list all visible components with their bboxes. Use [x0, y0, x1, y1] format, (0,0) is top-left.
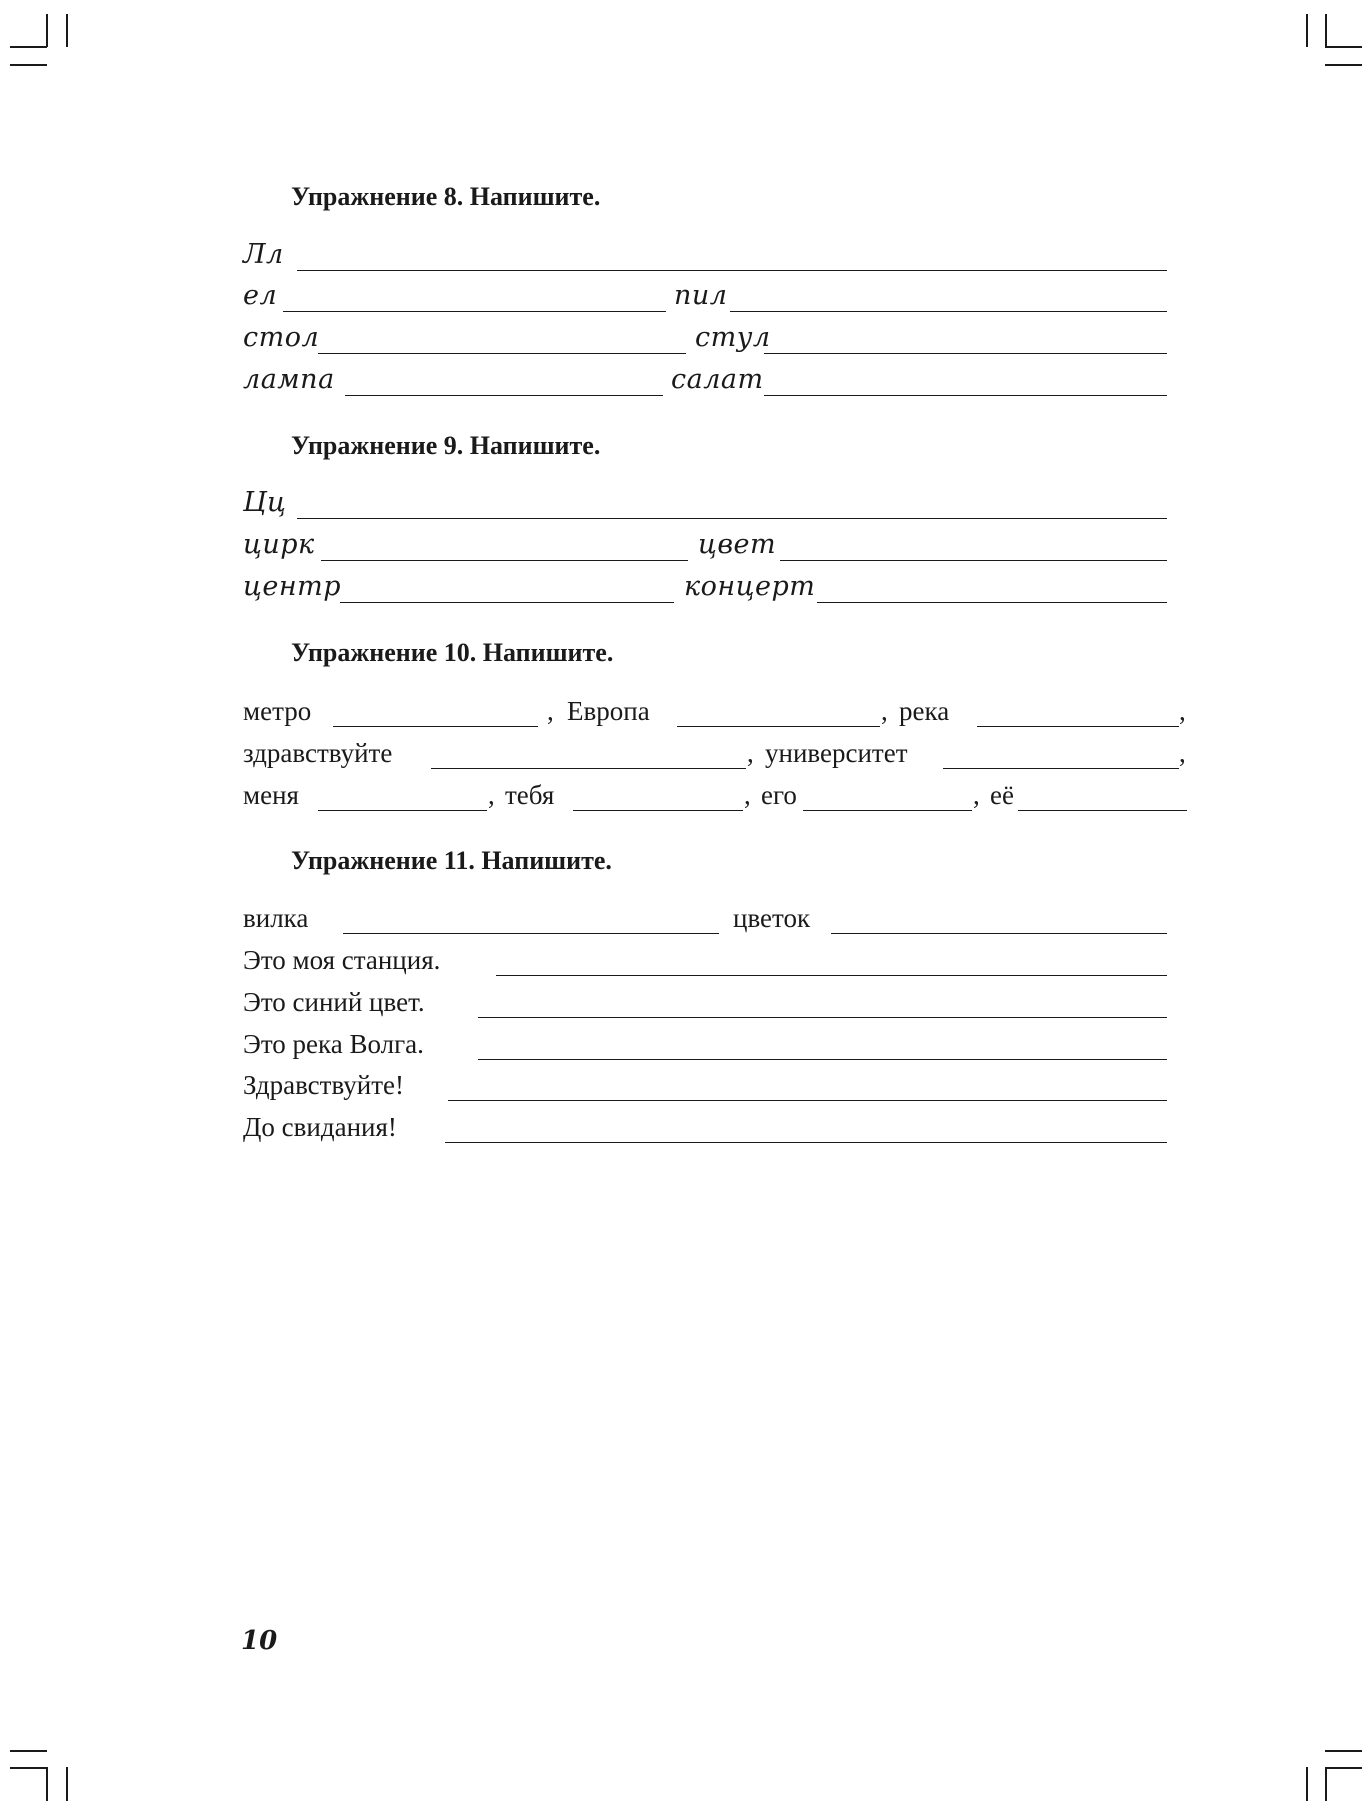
writing-line[interactable] — [297, 518, 1167, 519]
comma: , — [488, 780, 495, 810]
script-word: концерт — [684, 571, 816, 602]
crop-mark — [1325, 64, 1362, 66]
crop-mark — [10, 46, 47, 48]
crop-mark — [66, 14, 68, 47]
writing-line[interactable] — [297, 270, 1167, 271]
script-word: цвет — [698, 529, 777, 560]
crop-mark — [46, 14, 48, 47]
exercise-9-row-1 — [243, 487, 1167, 524]
script-word: центр — [243, 571, 341, 602]
exercise-11-row-1 — [243, 905, 1167, 939]
script-word: салат — [671, 364, 764, 395]
page-number: 10 — [241, 1626, 278, 1656]
exercise-8-row-1 — [243, 239, 1167, 276]
writing-line[interactable] — [321, 560, 688, 561]
exercise-10-row-1 — [243, 698, 1187, 732]
writing-line[interactable] — [333, 726, 538, 727]
crop-mark — [1325, 46, 1362, 48]
crop-mark — [1325, 1767, 1362, 1769]
crop-mark — [10, 1750, 47, 1752]
comma: , — [547, 696, 554, 726]
comma: , — [747, 738, 754, 768]
exercise-11-title: Упражнение 11. Напишите. — [291, 846, 612, 875]
crop-mark — [1306, 14, 1308, 47]
writing-line[interactable] — [478, 1017, 1167, 1018]
comma: , — [973, 780, 980, 810]
word: Европа — [567, 696, 650, 726]
sentence: До свидания! — [243, 1112, 397, 1142]
writing-line[interactable] — [764, 395, 1167, 396]
crop-mark — [10, 1767, 47, 1769]
script-letter: Цц — [243, 487, 287, 518]
sentence: Здравствуйте! — [243, 1070, 404, 1100]
writing-line[interactable] — [573, 810, 743, 811]
writing-line[interactable] — [431, 768, 746, 769]
writing-line[interactable] — [445, 1142, 1167, 1143]
crop-mark — [46, 1767, 48, 1801]
writing-line[interactable] — [817, 602, 1167, 603]
exercise-11-row-5 — [243, 1072, 1167, 1106]
writing-line[interactable] — [345, 395, 663, 396]
script-word: пил — [674, 280, 728, 311]
sentence: Это синий цвет. — [243, 987, 425, 1017]
exercise-9-row-2 — [243, 529, 1167, 566]
writing-line[interactable] — [478, 1059, 1167, 1060]
writing-line[interactable] — [943, 768, 1179, 769]
exercise-10-title: Упражнение 10. Напишите. — [291, 638, 614, 667]
word: тебя — [505, 780, 555, 810]
exercise-8-title: Упражнение 8. Напишите. — [291, 182, 601, 211]
word: вилка — [243, 903, 309, 933]
crop-mark — [66, 1767, 68, 1801]
crop-mark — [1325, 14, 1327, 47]
word: меня — [243, 780, 299, 810]
word: его — [761, 780, 797, 810]
writing-line[interactable] — [764, 353, 1167, 354]
writing-line[interactable] — [831, 933, 1167, 934]
writing-line[interactable] — [496, 975, 1167, 976]
writing-line[interactable] — [1018, 810, 1187, 811]
writing-line[interactable] — [448, 1100, 1167, 1101]
exercise-11-row-2 — [243, 947, 1167, 981]
comma: , — [1179, 738, 1186, 768]
sentence: Это моя станция. — [243, 945, 441, 975]
sentence: Это река Волга. — [243, 1029, 424, 1059]
exercise-10-row-3 — [243, 782, 1187, 816]
script-word: стул — [695, 322, 771, 353]
exercise-11-row-4 — [243, 1031, 1167, 1065]
script-word: лампа — [243, 364, 335, 395]
writing-line[interactable] — [677, 726, 880, 727]
word: её — [990, 780, 1014, 810]
exercise-10-row-2 — [243, 740, 1187, 774]
comma: , — [1179, 696, 1186, 726]
word: университет — [765, 738, 908, 768]
crop-mark — [10, 64, 47, 66]
crop-mark — [1325, 1767, 1327, 1801]
word: здравствуйте — [243, 738, 393, 768]
writing-line[interactable] — [730, 311, 1167, 312]
word: цветок — [733, 903, 811, 933]
exercise-11-row-6 — [243, 1114, 1167, 1148]
writing-line[interactable] — [340, 602, 674, 603]
writing-line[interactable] — [343, 933, 719, 934]
crop-mark — [1325, 1750, 1362, 1752]
exercise-9-row-3 — [243, 571, 1167, 608]
script-word: цирк — [243, 529, 315, 560]
exercise-8-row-3 — [243, 322, 1167, 359]
crop-mark — [1306, 1767, 1308, 1801]
writing-line[interactable] — [283, 311, 666, 312]
writing-line[interactable] — [318, 810, 487, 811]
exercise-9-title: Упражнение 9. Напишите. — [291, 431, 601, 460]
comma: , — [744, 780, 751, 810]
writing-line[interactable] — [780, 560, 1167, 561]
script-word: стол — [243, 322, 320, 353]
writing-line[interactable] — [803, 810, 972, 811]
exercise-8-row-2 — [243, 280, 1167, 317]
comma: , — [881, 696, 888, 726]
script-letter: Лл — [243, 239, 284, 270]
writing-line[interactable] — [977, 726, 1179, 727]
exercise-11-row-3 — [243, 989, 1167, 1023]
exercise-8-row-4 — [243, 364, 1167, 401]
word: метро — [243, 696, 312, 726]
script-word: ел — [243, 280, 278, 311]
word: река — [899, 696, 950, 726]
writing-line[interactable] — [318, 353, 686, 354]
